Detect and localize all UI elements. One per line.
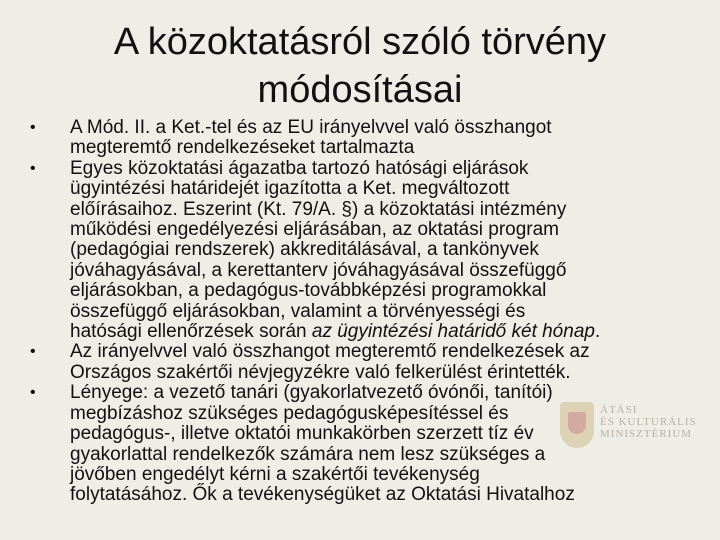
logo-line-1: ÁTÁSI xyxy=(600,404,638,416)
bullet-line: összefüggő eljárásokban, valamint a törvényességi és xyxy=(70,300,526,322)
bullet-line: • A Mód. II. a Ket.-tel és az EU irányelvvel való összhangot xyxy=(70,117,552,138)
bullet-text: . xyxy=(594,321,601,343)
bullet-item xyxy=(30,159,702,343)
slide-title-line-1: A közoktatásról szóló törvény xyxy=(113,21,607,63)
bullet-line: megbízáshoz szükséges pedagógusképesítéssel és xyxy=(70,402,509,424)
bullet-line: folytatásához. Ők a tevékenységüket az Oktatási Hivatalhoz xyxy=(70,484,575,506)
bullet-item xyxy=(30,118,702,159)
bullet-list xyxy=(30,118,702,506)
deadline-emphasis: az ügyintézési határidő két hónap xyxy=(311,321,595,343)
bullet-line: eljárásokban, a pedagógus-továbbképzési programokkal xyxy=(70,280,547,302)
bullet-line: Országos szakértői névjegyzékre való felkerülést érintették. xyxy=(70,361,571,383)
bullet-line: működési engedélyezési eljárásában, az oktatási program xyxy=(70,219,559,241)
bullet-line: előírásaihoz. Eszerint (Kt. 79/A. §) a közoktatási intézmény xyxy=(70,198,567,220)
bullet-line: • Egyes közoktatási ágazatba tartozó hatósági eljárások xyxy=(70,157,529,179)
bullet-item xyxy=(30,342,702,383)
bullet-line: jövőben engedélyt kérni a szakértői tevékenység xyxy=(70,463,480,485)
logo-line-2: ÉS KULTURÁLIS xyxy=(600,416,697,428)
slide-title-line-2: módosításai xyxy=(257,69,463,111)
bullet-line: gyakorlattal rendelkezők számára nem lesz szükséges a xyxy=(70,443,546,465)
bullet-line: pedagógus-, illetve oktatói munkakörben szerzett tíz év xyxy=(70,423,534,445)
bullet-line: (pedagógiai rendszerek) akkreditálásával, a tankönyvek xyxy=(70,239,539,261)
bullet-line: • Lényege: a vezető tanári (gyakorlatvezető óvónői, tanítói) xyxy=(70,382,553,404)
bullet-text: hatósági ellenőrzések során xyxy=(70,321,312,343)
logo-line-3: MINISZTÉRIUM xyxy=(600,428,693,440)
bullet-line: jóváhagyásával, a kerettanterv jóváhagyásával összefüggő xyxy=(70,259,567,281)
bullet-item xyxy=(30,383,702,505)
bullet-line: megteremtő rendelkezéseket tartalmazta xyxy=(70,137,415,159)
bullet-line: ügyintézési határidejét igazította a Ket. megváltozott xyxy=(70,178,510,200)
bullet-line-last xyxy=(70,322,702,342)
bullet-line: • Az irányelvvel való összhangot megteremtő rendelkezések az xyxy=(70,341,590,363)
slide-title xyxy=(60,18,660,114)
